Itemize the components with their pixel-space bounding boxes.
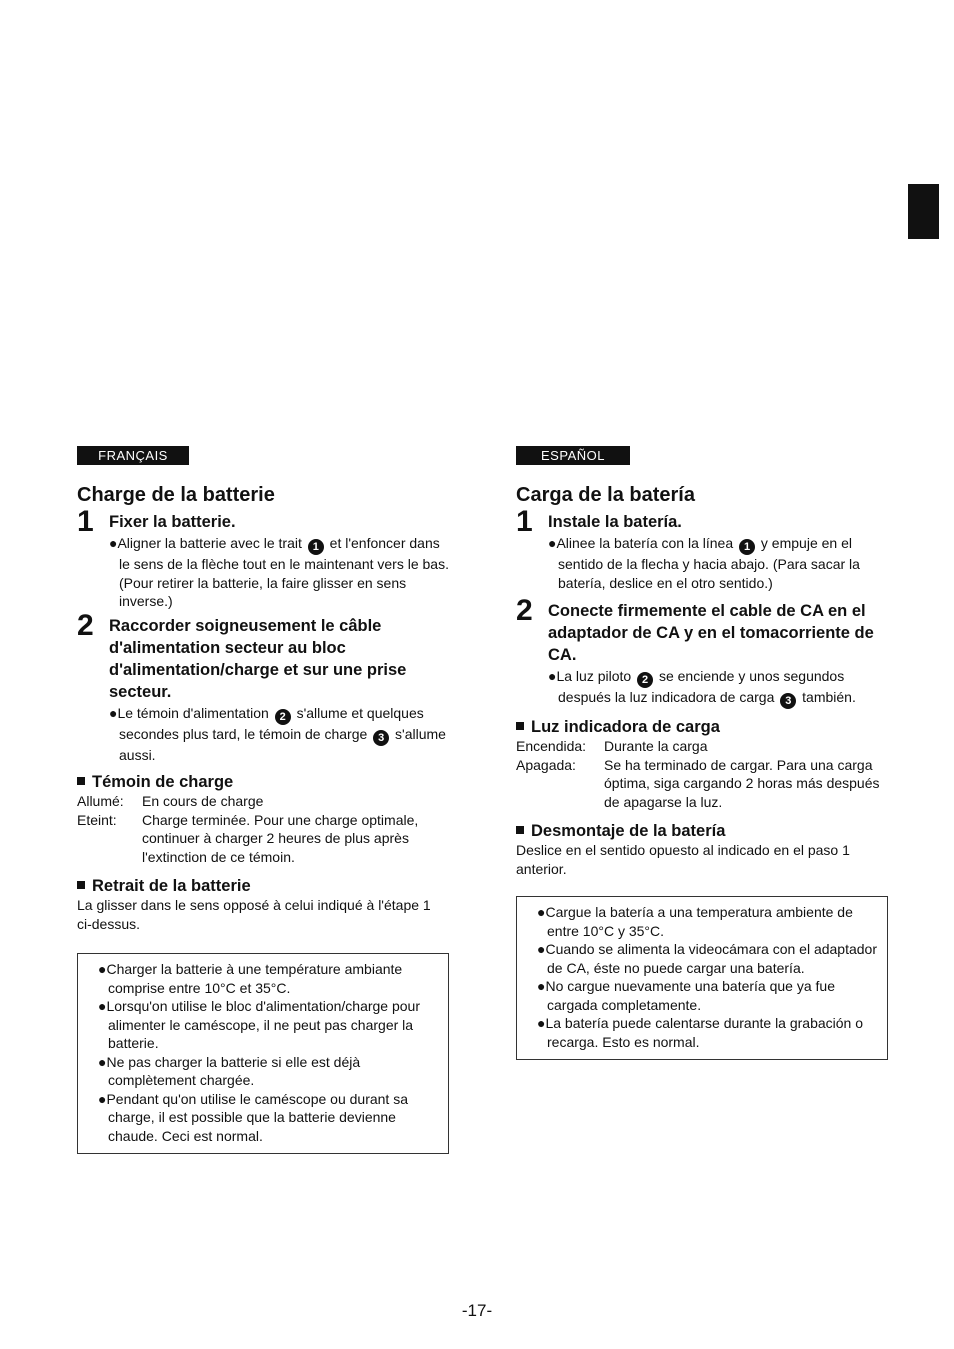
note-item: ●Ne pas charger la batterie si elle est déjà complètement chargée.: [98, 1053, 361, 1088]
note-item: ●Cuando se alimenta la videocámara con el adaptador de CA, éste no puede cargar una batería.: [537, 941, 877, 976]
marker-1-icon: 1: [739, 539, 755, 555]
step-title: Instale la batería.: [548, 513, 682, 531]
definition-row: Apagada: Se ha terminado de cargar. Para una carga óptima, siga cargando 2 horas más después de apagarse la luz.: [516, 756, 880, 810]
square-bullet-icon: [77, 777, 85, 785]
definition-row: Encendida: Durante la carga: [516, 738, 708, 754]
desmontaje-text: Deslice en el sentido opuesto al indicado en el paso 1 anterior.: [516, 842, 850, 877]
definition-row: Allumé: En cours de charge: [77, 793, 264, 809]
step-1-spanish: [516, 505, 888, 592]
page-number: -17-: [461, 1301, 493, 1320]
subheading-temoin: Témoin de charge: [77, 772, 449, 792]
notes-box-french: [77, 953, 449, 1154]
step-bullet: ●Aligner la batterie avec le trait 1 et l'enfoncer dans le sens de la flèche tout en le maintenant vers le bas. (Pour retirer la batterie, la faire glisser en sens inverse.): [109, 535, 449, 609]
square-bullet-icon: [516, 722, 524, 730]
marker-3-icon: 3: [373, 730, 389, 746]
language-badge-french: FRANÇAIS: [77, 446, 189, 465]
marker-2-icon: 2: [275, 709, 291, 725]
language-badge-spanish: ESPAÑOL: [516, 446, 630, 465]
note-item: ●La batería puede calentarse durante la grabación o recarga. Esto es normal.: [537, 1015, 864, 1050]
note-item: ●Pendant qu'on utilise le caméscope ou durant sa charge, il est possible que la batterie devienne chaude. Ceci est normal.: [98, 1090, 408, 1144]
step-title: Conecte firmemente el cable de CA en el adaptador de CA y en el tomacorriente de CA.: [548, 602, 874, 664]
subheading-retrait: Retrait de la batterie: [77, 876, 449, 896]
section-title-spanish: Carga de la batería: [516, 484, 695, 506]
section-edge-tab: [908, 184, 939, 239]
french-column: [77, 446, 449, 1154]
note-item: ●No cargue nuevamente una batería que ya fue cargada completamente.: [537, 978, 835, 1013]
notes-box-spanish: [516, 896, 888, 1060]
subheading-luz: Luz indicadora de carga: [516, 717, 888, 737]
step-title: Raccorder soigneusement le câble d'alimentation secteur au bloc d'alimentation/charge et sur une prise secteur.: [109, 616, 407, 701]
retrait-text: La glisser dans le sens opposé à celui indiqué à l'étape 1 ci-dessus.: [77, 897, 431, 932]
step-number: 2: [77, 608, 94, 642]
marker-2-icon: 2: [637, 672, 653, 688]
step-2-spanish: [516, 594, 888, 709]
step-number: 1: [77, 505, 94, 538]
note-item: ●Cargue la batería a una temperatura ambiente de entre 10°C y 35°C.: [537, 904, 853, 939]
step-bullet: ●Le témoin d'alimentation 2 s'allume et quelques secondes plus tard, le témoin de charge 3 s'allume aussi.: [109, 704, 446, 763]
section-title-french: Charge de la batterie: [77, 484, 275, 506]
definition-row: Eteint: Charge terminée. Pour une charge optimale, continuer à charger 2 heures de plus après l'extinction de ce témoin.: [77, 811, 419, 865]
subheading-desmontaje: Desmontaje de la batería: [516, 821, 888, 841]
step-bullet: ●Alinee la batería con la línea 1 y empuje en el sentido de la flecha y hacia abajo. (Para sacar la batería, deslice en el otro sentido.): [548, 535, 860, 591]
step-title: Fixer la batterie.: [109, 513, 236, 531]
marker-3-icon: 3: [780, 693, 796, 709]
note-item: ●Lorsqu'on utilise le bloc d'alimentation/charge pour alimenter le caméscope, il ne peut pas charger la batterie.: [98, 998, 420, 1051]
step-1-french: [77, 505, 449, 611]
spanish-column: [516, 446, 888, 1060]
step-bullet: ●La luz piloto 2 se enciende y unos segundos después la luz indicadora de carga 3 también.: [548, 668, 856, 707]
square-bullet-icon: [77, 881, 85, 889]
step-2-french: [77, 608, 449, 765]
square-bullet-icon: [516, 826, 524, 834]
marker-1-icon: 1: [308, 539, 324, 555]
step-number: 1: [516, 505, 533, 538]
note-item: ●Charger la batterie à une température ambiante comprise entre 10°C et 35°C.: [98, 961, 403, 996]
step-number: 2: [516, 594, 533, 627]
